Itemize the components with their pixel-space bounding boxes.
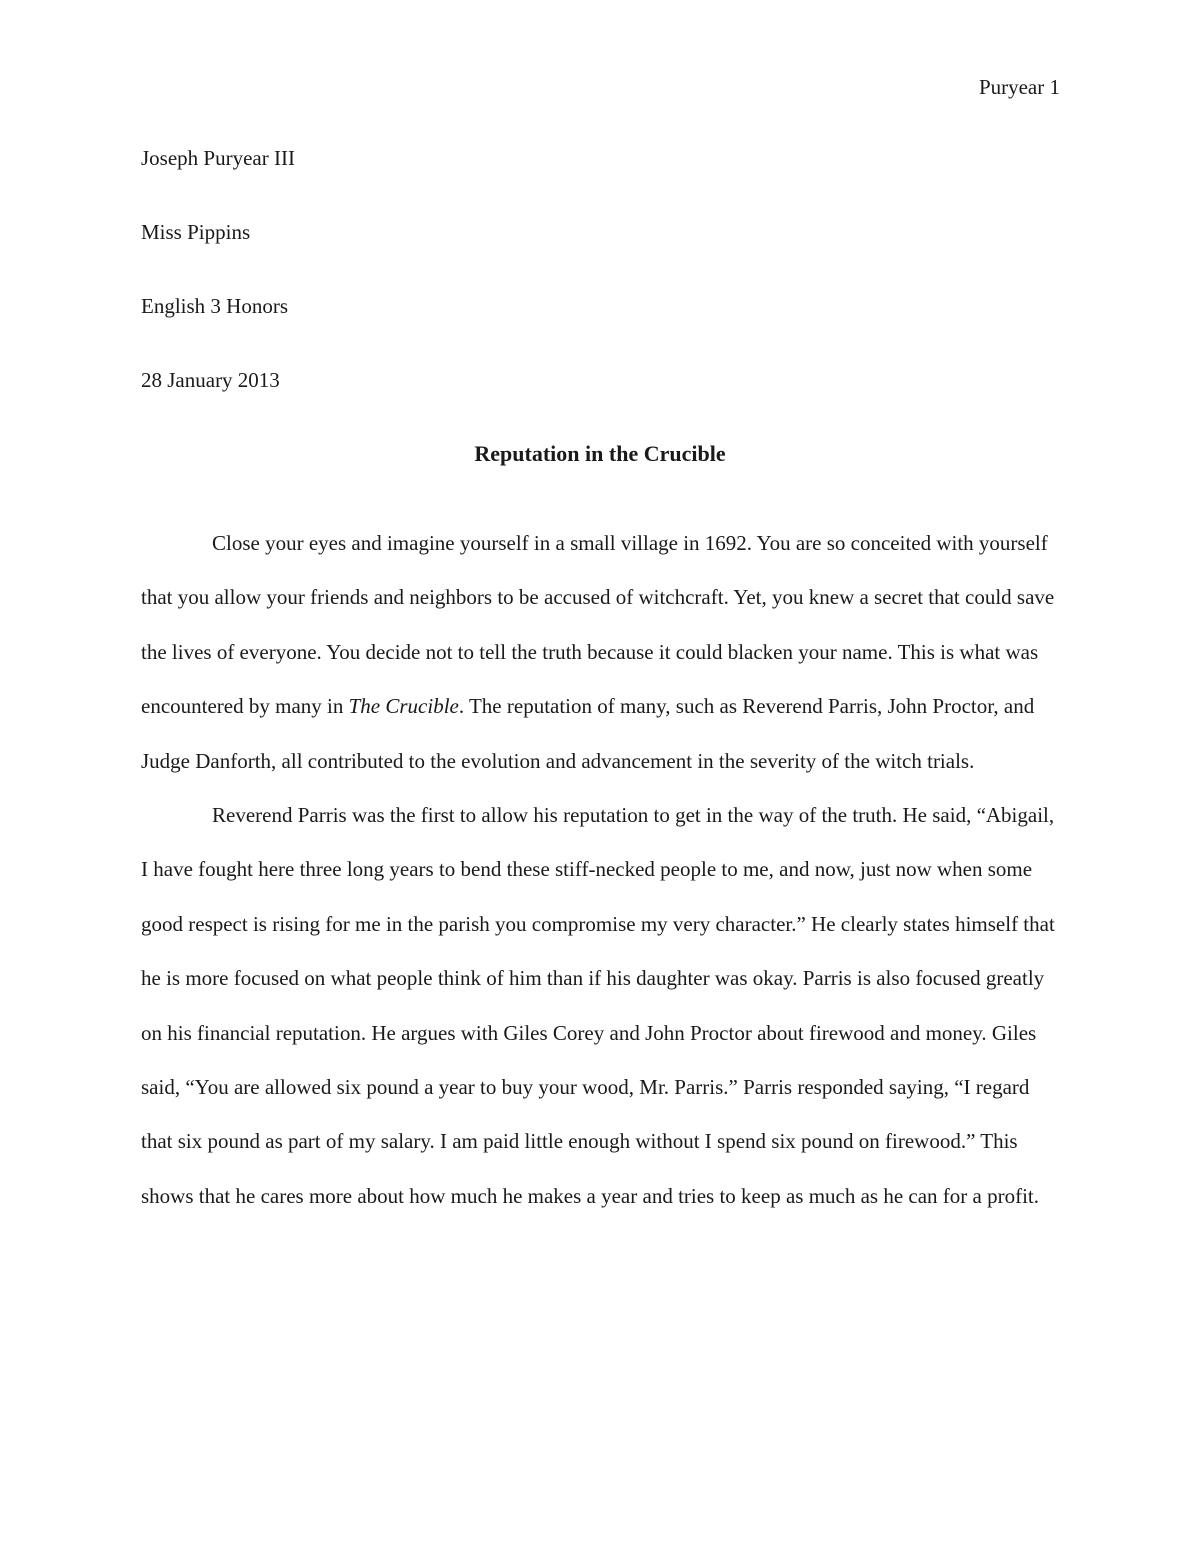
running-head: Puryear 1 (978, 75, 1060, 99)
course-name: English 3 Honors (141, 294, 288, 318)
book-title-italic: The Crucible (348, 694, 459, 719)
paragraph-intro-text-start: Close your eyes and imagine yourself in a small village in 1692. You are so conceited with yourself that you allow your friends and neighbors to be accused of witchcraft. Yet, you knew a secret that could save the lives of everyone. You decide not to tell the truth because it could blacken your name. This is what was encountered by many in (141, 531, 1055, 719)
mla-heading (141, 143, 1061, 439)
essay-body (141, 516, 1059, 1223)
paragraph-intro-text-end: . The reputation of many, such as Reverend Parris, John Proctor, and Judge Danforth, all contributed to the evolution and advancement in the severity of the witch trials. (141, 694, 1035, 773)
paragraph-parris: Reverend Parris was the first to allow his reputation to get in the way of the truth. He said, “Abigail, I have fought here three long years to bend these stiff-necked people to me, and now, just now when some good respect is rising for me in the parish you compromise my very character.” He clearly states himself that he is more focused on what people think of him than if his daughter was okay. Parris is also focused greatly on his financial reputation. He argues with Giles Corey and John Proctor about firewood and money. Giles said, “You are allowed six pound a year to buy your wood, Mr. Parris.” Parris responded saying, “I regard that six pound as part of my salary. I am paid little enough without I spend six pound on firewood.” This shows that he cares more about how much he makes a year and tries to keep as much as he can for a profit. (141, 803, 1055, 1208)
essay-title: Reputation in the Crucible (474, 441, 726, 466)
instructor-name: Miss Pippins (141, 220, 251, 244)
document-date: 28 January 2013 (141, 368, 280, 392)
paragraph-intro (141, 516, 1059, 788)
author-name: Joseph Puryear III (141, 146, 295, 170)
